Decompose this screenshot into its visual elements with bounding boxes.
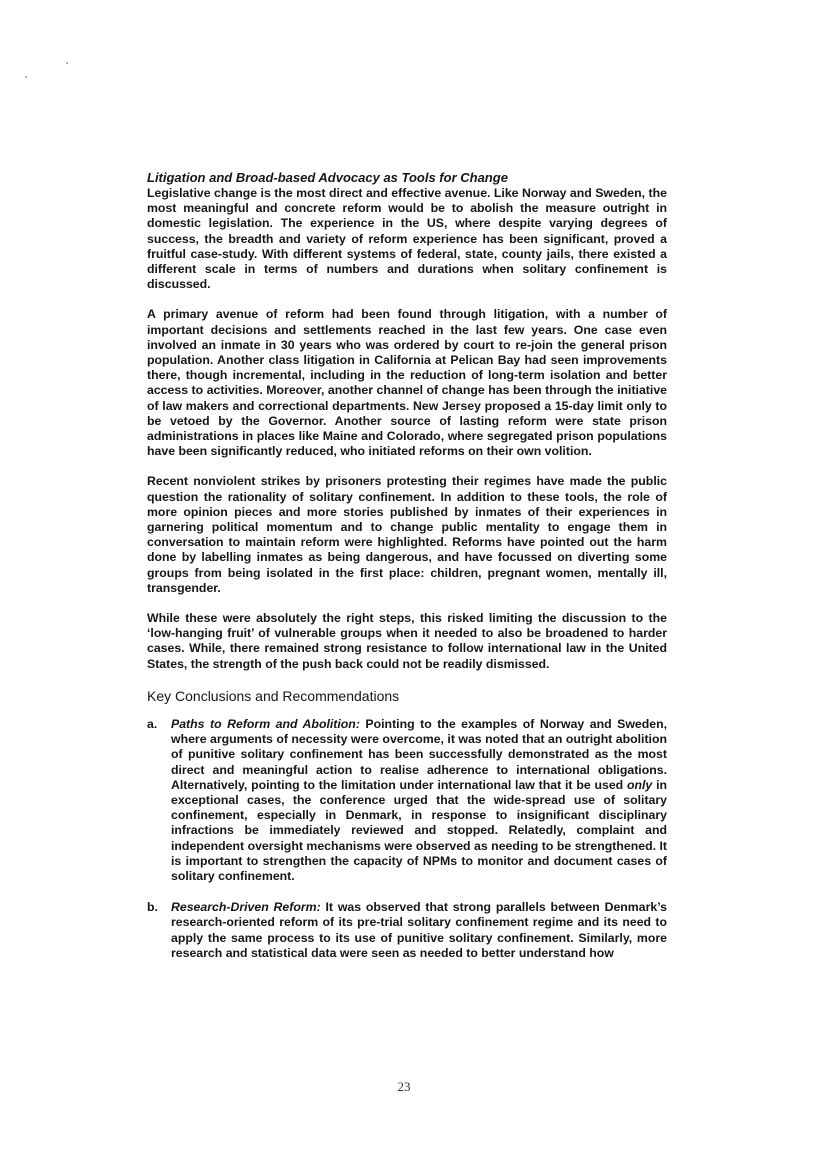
recommendation-item: [147, 900, 667, 961]
section-heading: Litigation and Broad-based Advocacy as Tools for Change: [147, 170, 508, 185]
key-conclusions-heading: Key Conclusions and Recommendations: [147, 687, 400, 704]
recommendation-item: [147, 717, 667, 884]
scan-speck: [25, 76, 27, 78]
page-number: 23: [397, 1079, 411, 1094]
recommendation-letter: a.: [147, 716, 158, 731]
recommendation-letter: b.: [147, 900, 158, 915]
body-paragraph: Recent nonviolent strikes by prisoners protesting their regimes have made the public question the rationality of solitary confinement. In addition to these tools, the role of more opinion pieces and more stories published by inmates of their experiences in garnering political momentum and to change public mentality to engage them in conversation to maintain reform were highlighted. Reforms have pointed out the harm done by labelling inmates as being dangerous, and have focussed on diverting some groups from being isolated in the first place: children, pregnant women, mentally ill, transgender.: [147, 474, 667, 595]
recommendation-text: Pointing to the examples of Norway and Sweden, where arguments of necessity were overcome, it was noted that an outright abolition of punitive solitary confinement has been successfully demonstrated as the most direct and meaningful action to realise adherence to international obligations. Alternatively, pointing to the limitation under international law that it be used: [171, 716, 667, 792]
recommendation-text: in exceptional cases, the conference urged that the wide-spread use of solitary confinement, especially in Denmark, in response to insignificant disciplinary infractions be immediately reviewed and stopped. Relatedly, complaint and independent oversight mechanisms were observed as needing to be strengthened. It is important to strengthen the capacity of NPMs to monitor and document cases of solitary confinement.: [171, 777, 667, 883]
recommendation-title: Research-Driven Reform:: [171, 900, 321, 915]
recommendation-text: It was observed that strong parallels between Denmark’s research-oriented reform of its pre-trial solitary confinement regime and its need to apply the same process to its use of punitive solitary confinement. Similarly, more research and statistical data were seen as needed to better understand how: [171, 900, 667, 960]
recommendation-title: Paths to Reform and Abolition:: [171, 716, 360, 731]
recommendation-body: [171, 717, 667, 884]
page-content: [147, 170, 667, 977]
recommendation-body: [171, 900, 667, 961]
recommendation-emphasis: only: [626, 777, 653, 792]
scan-speck: [66, 62, 68, 64]
body-paragraph: While these were absolutely the right steps, this risked limiting the discussion to the ‘low-hanging fruit’ of vulnerable groups when it needed to also be broadened to harder cases. While, there remained strong resistance to follow international law in the United States, the strength of the push back could not be readily dismissed.: [147, 611, 667, 671]
body-paragraph: Legislative change is the most direct and effective avenue. Like Norway and Sweden, the most meaningful and concrete reform would be to abolish the measure outright in domestic legislation. The experience in the US, where despite varying degrees of success, the breadth and variety of reform experience has been significant, proved a fruitful case-study. With different systems of federal, state, county jails, there existed a different scale in terms of numbers and durations when solitary confinement is discussed.: [147, 186, 667, 292]
body-paragraph: A primary avenue of reform had been found through litigation, with a number of important decisions and settlements reached in the last few years. One case even involved an inmate in 30 years who was ordered by court to re-join the general prison population. Another class litigation in California at Pelican Bay had seen improvements there, though incremental, including in the reduction of long-term isolation and better access to activities. Moreover, another channel of change has been through the initiative of law makers and correctional departments. New Jersey proposed a 15-day limit only to be vetoed by the Governor. Another source of lasting reform were state prison administrations in places like Maine and Colorado, where segregated prison populations have been significantly reduced, who initiated reforms on their own volition.: [147, 307, 667, 459]
